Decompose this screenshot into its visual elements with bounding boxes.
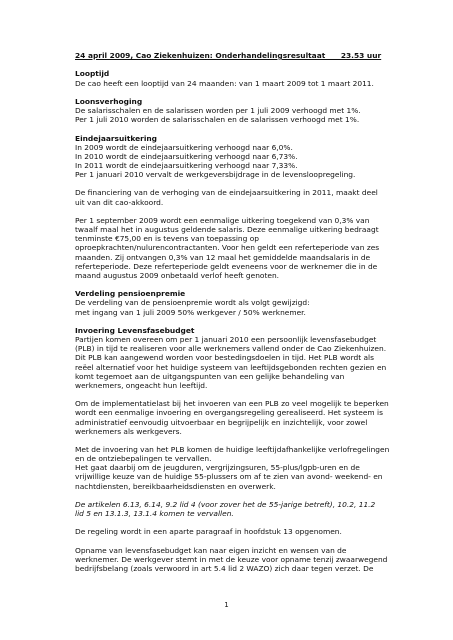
paragraph-line: (PLB) in tijd te realiseren voor alle werknemers vallend onder de Cao Ziekenhuizen. [75, 344, 387, 354]
paragraph-line: Om de implementatielast bij het invoeren van een PLB zo veel mogelijk te beperken [75, 399, 389, 409]
paragraph-line: werknemers, ongeacht hun leeftijd. [75, 380, 208, 390]
paragraph-line: tenminste €75,00 en is tevens van toepassing op [75, 234, 259, 244]
paragraph-line: Dit PLB kan aangewend worden voor bestedingsdoelen in tijd. Het PLB wordt als [75, 353, 374, 363]
page-number: 1 [224, 601, 229, 609]
paragraph-line: Per 1 januari 2010 vervalt de werkgeversbijdrage in de levensloopregeling. [75, 170, 356, 180]
paragraph-line: maand augustus 2009 onbetaald verlof heeft genoten. [75, 270, 280, 280]
paragraph-line: De salarisschalen en de salarissen worden per 1 juli 2009 verhoogd met 1%. [75, 106, 361, 115]
section-heading: Looptijd [75, 69, 110, 79]
spacer [75, 317, 405, 326]
paragraph-line: Met de invoering van het PLB komen de huidige leeftijdafhankelijke verlofregelingen [75, 445, 390, 454]
spacer [75, 491, 405, 500]
paragraph-line: In 2011 wordt de eindejaarsuitkering verhoogd naar 7,33%. [75, 160, 298, 170]
paragraph-line: en de ontziebepalingen te vervallen. [75, 454, 212, 464]
paragraph-line: De artikelen 6.13, 6.14, 9.2 lid 4 (voor zover het de 55-jarige betreft), 10.2, 11.2 [75, 499, 376, 509]
paragraph-line: referteperiode. Deze referteperiode geldt eveneens voor de werknemer die in de [75, 261, 378, 271]
section-heading: Loonsverhoging [75, 96, 143, 106]
paragraph-line: Per 1 september 2009 wordt een eenmalige uitkering toegekend van 0,3% van [75, 215, 370, 225]
paragraph-line: Het gaat daarbij om de jeugduren, vergrijzingsuren, 55-plus/lgpb-uren en de [75, 463, 360, 473]
spacer [75, 518, 405, 527]
section-heading: Verdeling pensioenpremie [75, 289, 186, 299]
paragraph-line: bedrijfsbelang (zoals verwoord in art 5.4 lid 2 WAZO) zich daar tegen verzet. De [75, 564, 374, 574]
spacer [75, 124, 405, 133]
spacer [75, 573, 405, 582]
paragraph-line: komt tegemoet aan de uitgangspunten van een gelijke behandeling van [75, 371, 345, 381]
spacer [75, 537, 405, 546]
paragraph-line: In 2010 wordt de eindejaarsuitkering verhoogd naar 6,73%. [75, 151, 298, 161]
paragraph-line: De financiering van de verhoging van de eindejaarsuitkering in 2011, maakt deel [75, 188, 378, 198]
section-heading: Eindejaarsuitkering [75, 133, 158, 143]
paragraph-line: nachtdiensten, bereikbaarheidsdiensten en overwerk. [75, 481, 276, 491]
spacer [75, 88, 405, 97]
spacer [75, 179, 405, 188]
paragraph-line: Partijen komen overeen om per 1 januari 2010 een persoonlijk levensfasebudget [75, 335, 377, 345]
document-body [75, 51, 405, 582]
paragraph-line: De regeling wordt in een aparte paragraaf in hoofdstuk 13 opgenomen. [75, 527, 342, 537]
document-title: 24 april 2009, Cao Ziekenhuizen: Onderhandelingsresultaat 23.53 uur [75, 51, 382, 60]
paragraph-line: vrijwillige keuze van de huidige 55-plussers om af te zien van avond- weekend- en [75, 472, 383, 482]
paragraph-line: Per 1 juli 2010 worden de salarisschalen en de salarissen verhoogd met 1%. [75, 115, 360, 125]
paragraph-line: reëel alternatief voor het huidige systeem van leeftijdsgebonden rechten gezien en [75, 362, 387, 372]
paragraph-line: werknemer. De werkgever stemt in met de keuze voor opname tenzij zwaarwegend [75, 554, 388, 564]
paragraph-line: uit van dit cao-akkoord. [75, 197, 164, 207]
spacer [75, 207, 405, 216]
paragraph-line: De cao heeft een looptijd van 24 maanden: van 1 maart 2009 tot 1 maart 2011. [75, 78, 374, 88]
paragraph-line: administratief eenvoudig uitvoerbaar en begrijpelijk en inzichtelijk, voor zowel [75, 417, 368, 427]
paragraph-line: maanden. Zij ontvangen 0,3% van 12 maal het gemiddelde maandsalaris in de [75, 252, 371, 262]
section-heading: Invoering Levensfasebudget [75, 325, 195, 335]
paragraph-line: In 2009 wordt de eindejaarsuitkering verhoogd naar 6,0%. [75, 142, 293, 152]
spacer [75, 60, 405, 69]
spacer [75, 280, 405, 289]
paragraph-line: De verdeling van de pensioenpremie wordt als volgt gewijzigd: [75, 298, 310, 308]
paragraph-line: oproepkrachten/nulurencontractanten. Voor hen geldt een referteperiode van zes [75, 243, 380, 253]
spacer [75, 390, 405, 399]
paragraph-line: werknemers als werkgevers. [75, 426, 182, 436]
paragraph-line: met ingang van 1 juli 2009 50% werkgever / 50% werknemer. [75, 307, 306, 317]
paragraph-line: Opname van levensfasebudget kan naar eigen inzicht en wensen van de [75, 545, 347, 555]
paragraph-line: wordt een eenmalige invoering en overgangsregeling gerealiseerd. Het systeem is [75, 408, 383, 418]
spacer [75, 436, 405, 445]
paragraph-line: lid 5 en 13.1.3, 13.1.4 komen te vervallen. [75, 509, 234, 519]
paragraph-line: twaalf maal het in augustus geldende salaris. Deze eenmalige uitkering bedraagt [75, 225, 379, 235]
